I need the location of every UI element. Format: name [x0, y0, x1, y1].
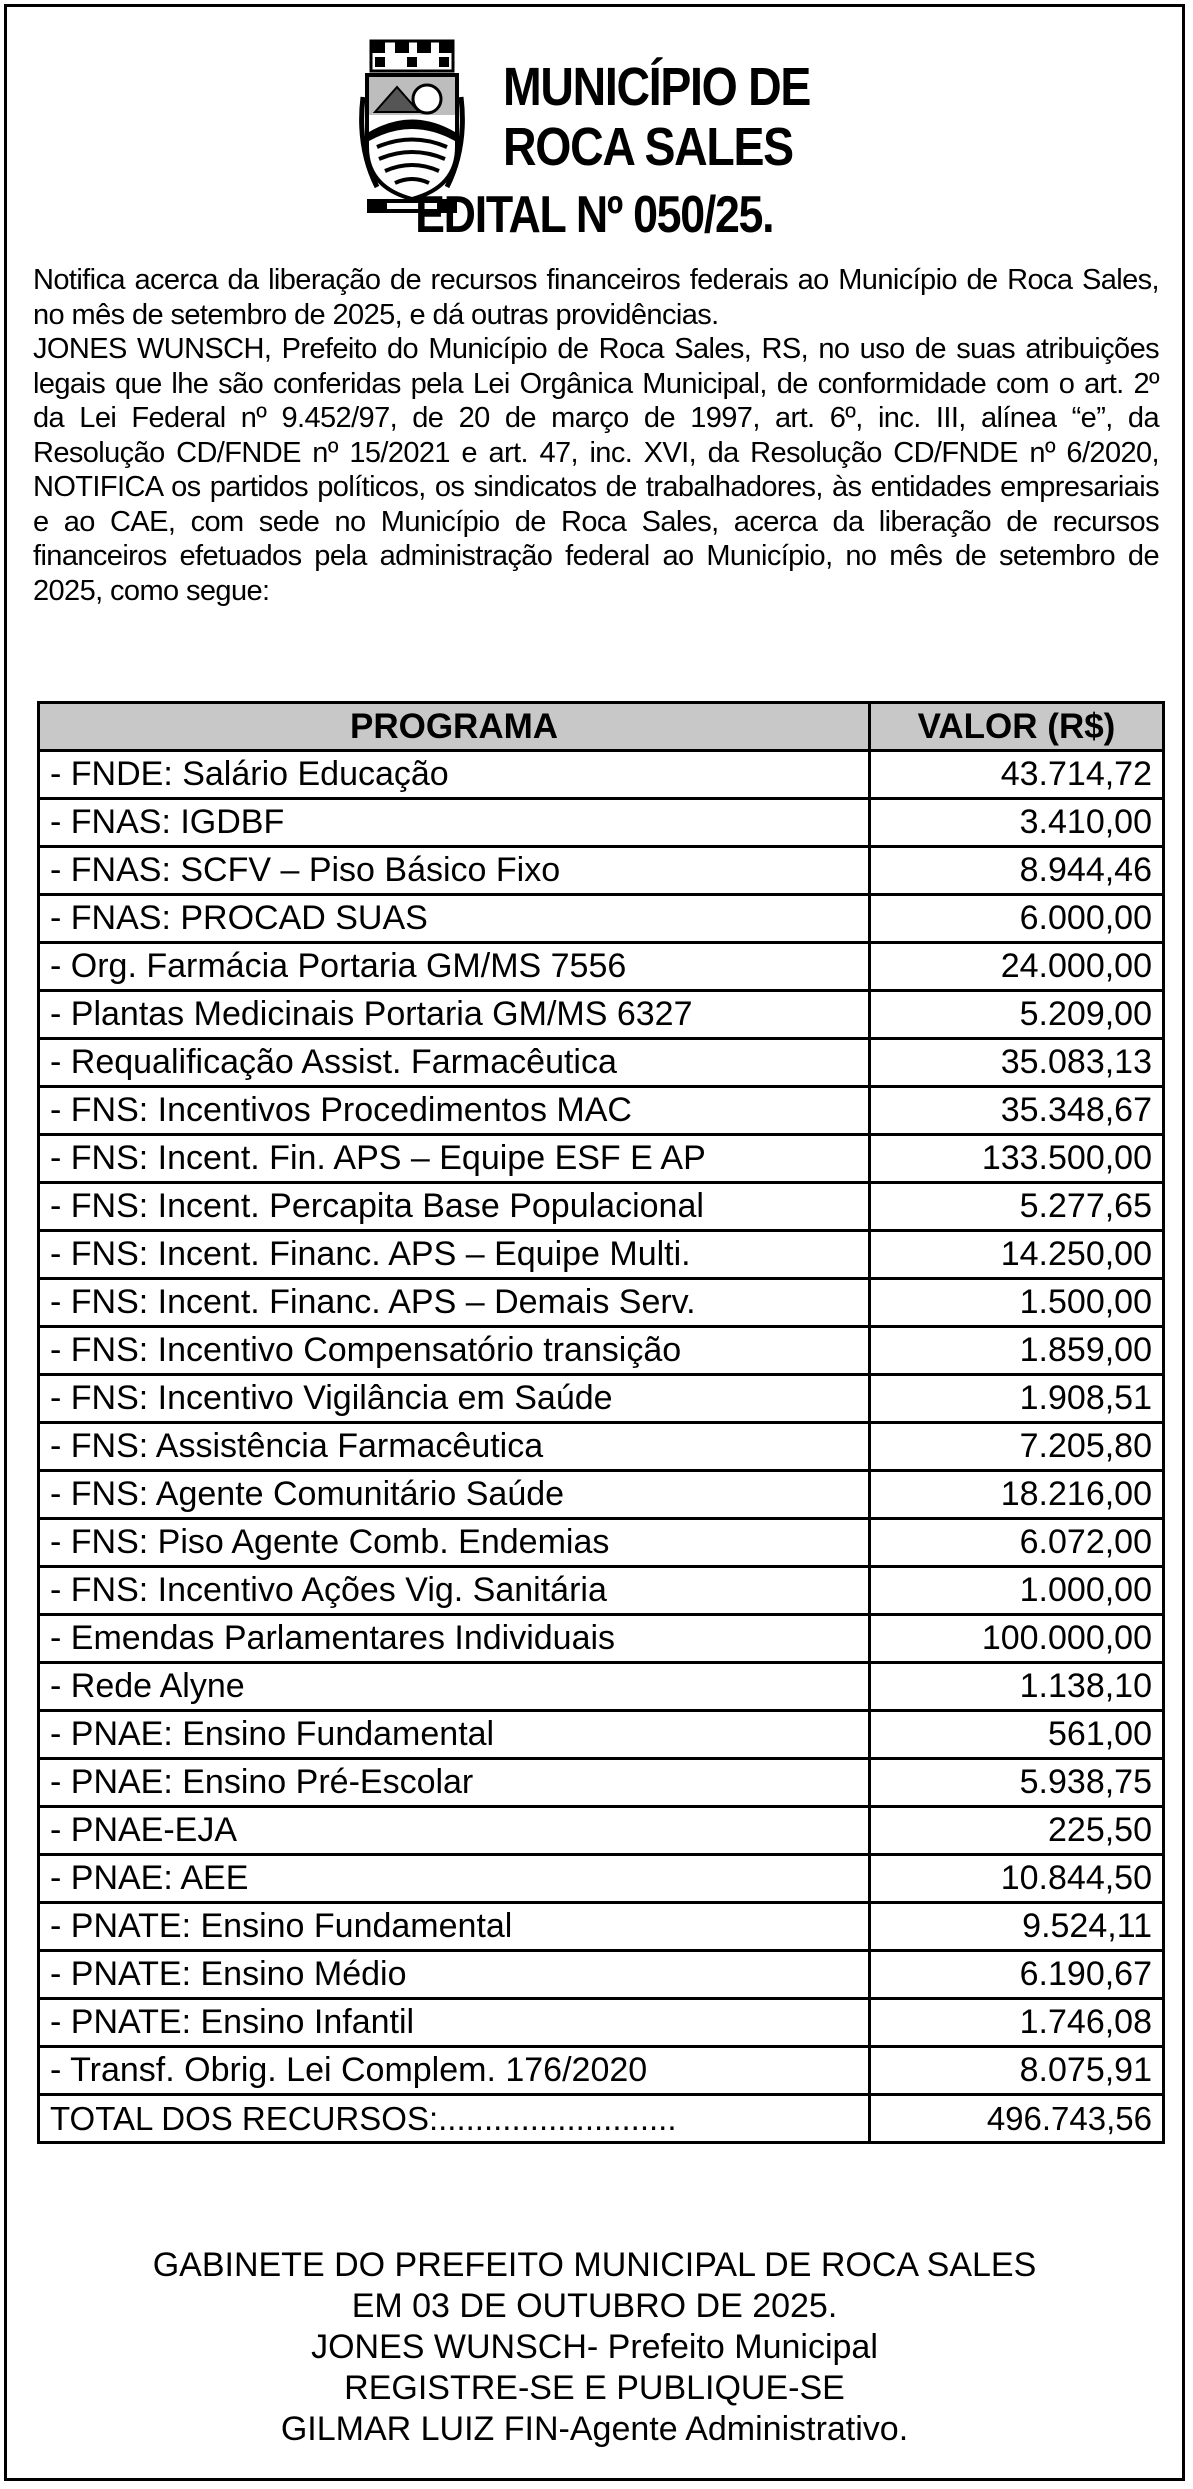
- table-row: [39, 943, 1164, 991]
- total-label: TOTAL DOS RECURSOS:..........................: [39, 2095, 870, 2143]
- row-programa: - FNS: Incent. Financ. APS – Equipe Multi.: [39, 1231, 870, 1279]
- row-valor: 133.500,00: [870, 1135, 1164, 1183]
- row-valor: 8.944,46: [870, 847, 1164, 895]
- total-value: 496.743,56: [870, 2095, 1164, 2143]
- table-row: [39, 1471, 1164, 1519]
- table-row: [39, 991, 1164, 1039]
- table-row: [39, 1087, 1164, 1135]
- footer-line-3: JONES WUNSCH- Prefeito Municipal: [311, 2328, 878, 2366]
- row-programa: - Requalificação Assist. Farmacêutica: [39, 1039, 870, 1087]
- table-row: [39, 751, 1164, 799]
- row-programa: - Emendas Parlamentares Individuais: [39, 1615, 870, 1663]
- table-row: [39, 1039, 1164, 1087]
- row-valor: 5.277,65: [870, 1183, 1164, 1231]
- table-row: [39, 1135, 1164, 1183]
- municipality-line1: MUNICÍPIO DE: [503, 57, 811, 117]
- signature-block: [7, 2245, 1182, 2450]
- table-row: [39, 1327, 1164, 1375]
- table-row: [39, 1567, 1164, 1615]
- table-row: [39, 895, 1164, 943]
- table-row: [39, 1423, 1164, 1471]
- row-valor: 6.072,00: [870, 1519, 1164, 1567]
- row-valor: 3.410,00: [870, 799, 1164, 847]
- row-programa: - Org. Farmácia Portaria GM/MS 7556: [39, 943, 870, 991]
- row-programa: - FNAS: IGDBF: [39, 799, 870, 847]
- table-row: [39, 1711, 1164, 1759]
- row-valor: 14.250,00: [870, 1231, 1164, 1279]
- table-body: [39, 751, 1164, 2143]
- row-programa: - PNAE: Ensino Fundamental: [39, 1711, 870, 1759]
- row-valor: 1.500,00: [870, 1279, 1164, 1327]
- footer-line-2: EM 03 DE OUTUBRO DE 2025.: [351, 2287, 838, 2325]
- intro-paragraph-1: Notifica acerca da liberação de recursos financeiros federais ao Município de Roca Sales, no mês de setembro de 2025, e dá outras providências.: [33, 264, 1159, 331]
- table-row: [39, 1663, 1164, 1711]
- row-programa: - Plantas Medicinais Portaria GM/MS 6327: [39, 991, 870, 1039]
- row-valor: 1.138,10: [870, 1663, 1164, 1711]
- footer-line-4: REGISTRE-SE E PUBLIQUE-SE: [344, 2369, 845, 2407]
- row-programa: - PNAE-EJA: [39, 1807, 870, 1855]
- table-row: [39, 1231, 1164, 1279]
- row-programa: - FNS: Incentivo Compensatório transição: [39, 1327, 870, 1375]
- footer-line-5: GILMAR LUIZ FIN-Agente Administrativo.: [280, 2410, 909, 2448]
- row-valor: 1.746,08: [870, 1999, 1164, 2047]
- row-programa: - Rede Alyne: [39, 1663, 870, 1711]
- table-row: [39, 1999, 1164, 2047]
- table-row: [39, 1759, 1164, 1807]
- table-row: [39, 799, 1164, 847]
- row-programa: - FNS: Incentivo Vigilância em Saúde: [39, 1375, 870, 1423]
- row-valor: 9.524,11: [870, 1903, 1164, 1951]
- header-valor: VALOR (R$): [870, 703, 1164, 751]
- row-valor: 100.000,00: [870, 1615, 1164, 1663]
- row-programa: - PNATE: Ensino Infantil: [39, 1999, 870, 2047]
- row-valor: 1.000,00: [870, 1567, 1164, 1615]
- table-row: [39, 1615, 1164, 1663]
- table-row: [39, 1183, 1164, 1231]
- footer-line-1: GABINETE DO PREFEITO MUNICIPAL DE ROCA SALES: [152, 2246, 1037, 2284]
- table-row: [39, 1855, 1164, 1903]
- row-valor: 225,50: [870, 1807, 1164, 1855]
- row-programa: - FNS: Piso Agente Comb. Endemias: [39, 1519, 870, 1567]
- edital-title: [7, 185, 1182, 245]
- municipality-title: [503, 57, 810, 177]
- row-programa: - FNS: Incent. Financ. APS – Demais Serv.: [39, 1279, 870, 1327]
- row-valor: 8.075,91: [870, 2047, 1164, 2095]
- row-valor: 561,00: [870, 1711, 1164, 1759]
- row-programa: - PNAE: AEE: [39, 1855, 870, 1903]
- row-valor: 43.714,72: [870, 751, 1164, 799]
- row-programa: - FNAS: PROCAD SUAS: [39, 895, 870, 943]
- municipality-line2: ROCA SALES: [503, 117, 793, 177]
- table-row: [39, 1375, 1164, 1423]
- row-programa: - FNS: Incentivos Procedimentos MAC: [39, 1087, 870, 1135]
- row-valor: 5.938,75: [870, 1759, 1164, 1807]
- row-valor: 35.083,13: [870, 1039, 1164, 1087]
- intro-paragraph-2: JONES WUNSCH, Prefeito do Município de Roca Sales, RS, no uso de suas atribuições legais que lhe são conferidas pela Lei Orgânica Municipal, de conformidade com o art. 2º da Lei Federal nº 9.452/97, de 20 de março de 1997, art. 6º, inc. III, alínea “e”, da Resolução CD/FNDE nº 15/2021 e art. 47, inc. XVI, da Resolução CD/FNDE nº 6/2020, NOTIFICA os partidos políticos, os sindicatos de trabalhadores, às entidades empresariais e ao CAE, com sede no Município de Roca Sales, acerca da liberação de recursos financeiros efetuados pela administração federal ao Município, no mês de setembro de 2025, como segue:: [33, 333, 1159, 607]
- row-programa: - FNAS: SCFV – Piso Básico Fixo: [39, 847, 870, 895]
- table-row: [39, 1519, 1164, 1567]
- table-row: [39, 847, 1164, 895]
- table-header-row: [39, 703, 1164, 751]
- row-programa: - FNS: Incentivo Ações Vig. Sanitária: [39, 1567, 870, 1615]
- row-valor: 18.216,00: [870, 1471, 1164, 1519]
- row-valor: 1.859,00: [870, 1327, 1164, 1375]
- row-valor: 6.000,00: [870, 895, 1164, 943]
- table-row: [39, 1903, 1164, 1951]
- row-programa: - FNS: Agente Comunitário Saúde: [39, 1471, 870, 1519]
- row-programa: - PNATE: Ensino Fundamental: [39, 1903, 870, 1951]
- row-programa: - FNS: Assistência Farmacêutica: [39, 1423, 870, 1471]
- table-row: [39, 1279, 1164, 1327]
- row-valor: 35.348,67: [870, 1087, 1164, 1135]
- row-valor: 7.205,80: [870, 1423, 1164, 1471]
- header-programa: PROGRAMA: [39, 703, 870, 751]
- row-programa: - FNS: Incent. Percapita Base Populacional: [39, 1183, 870, 1231]
- row-valor: 24.000,00: [870, 943, 1164, 991]
- table-total-row: [39, 2095, 1164, 2143]
- row-programa: - PNATE: Ensino Médio: [39, 1951, 870, 1999]
- row-valor: 1.908,51: [870, 1375, 1164, 1423]
- row-valor: 10.844,50: [870, 1855, 1164, 1903]
- row-programa: - Transf. Obrig. Lei Complem. 176/2020: [39, 2047, 870, 2095]
- table-row: [39, 1807, 1164, 1855]
- row-programa: - FNS: Incent. Fin. APS – Equipe ESF E AP: [39, 1135, 870, 1183]
- row-valor: 6.190,67: [870, 1951, 1164, 1999]
- resources-table: [37, 701, 1165, 2144]
- table-row: [39, 2047, 1164, 2095]
- table-row: [39, 1951, 1164, 1999]
- row-valor: 5.209,00: [870, 991, 1164, 1039]
- intro-text: [33, 263, 1159, 608]
- edital-number: EDITAL Nº 050/25.: [415, 186, 774, 244]
- row-programa: - FNDE: Salário Educação: [39, 751, 870, 799]
- edital-page: [4, 4, 1185, 2481]
- row-programa: - PNAE: Ensino Pré-Escolar: [39, 1759, 870, 1807]
